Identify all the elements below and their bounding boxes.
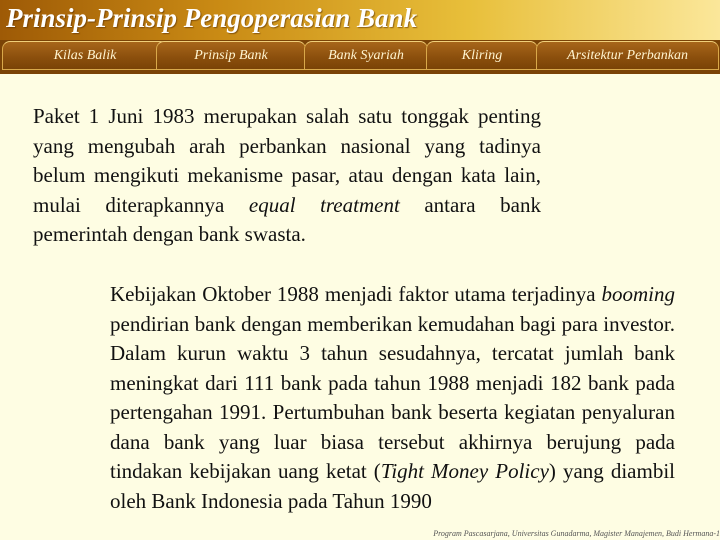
paragraph-text: Paket 1 Juni 1983 merupakan salah satu tonggak penting yang mengubah arah perbankan nasional yang tadinya belum mengikuti mekanisme pasar, atau dengan kata lain, mulai diterapkannya (33, 104, 541, 217)
slide-footer: Program Pascasarjana, Universitas Gunadarma, Magister Manajemen, Budi Hermana-1 (433, 529, 720, 538)
tab-label: Bank Syariah (328, 47, 404, 63)
tab-arsitektur-perbankan[interactable] (536, 41, 719, 70)
tab-prinsip-bank[interactable] (156, 41, 306, 70)
emphasis-text: equal treatment (248, 192, 400, 217)
emphasis-text: booming (601, 282, 675, 306)
slide-header (0, 0, 720, 40)
tab-kliring[interactable] (426, 41, 538, 70)
tab-label: Prinsip Bank (194, 47, 268, 63)
tab-label: Arsitektur Perbankan (567, 47, 688, 63)
paragraph-kebijakan-1988 (110, 280, 675, 516)
paragraph-text: pendirian bank dengan memberikan kemudahan bagi para investor. Dalam kurun waktu 3 tahun sesudahnya, tercatat jumlah bank meningkat dari 111 bank pada tahun 1988 menjadi 182 bank pada pertengahan 1991. Pertumbuhan bank beserta kegiatan penyaluran dana bank yang luar biasa tersebut akhirnya berujung pada tindakan kebijakan uang ketat ( (110, 311, 675, 483)
tab-label: Kliring (461, 47, 503, 63)
paragraph-paket-1983 (33, 102, 541, 250)
paragraph-text: Kebijakan Oktober 1988 menjadi faktor utama terjadinya (110, 282, 602, 306)
paragraph-text: ) yang diambil oleh Bank Indonesia pada Tahun 1990 (110, 459, 675, 513)
tab-bank-syariah[interactable] (304, 41, 428, 70)
tab-kilas-balik[interactable] (2, 41, 168, 70)
emphasis-text: Tight Money Policy (380, 459, 549, 483)
tab-label: Kilas Balik (53, 47, 117, 63)
paragraph-text: antara bank pemerintah dengan bank swasta. (33, 192, 541, 246)
slide-title: Prinsip-Prinsip Pengoperasian Bank (6, 3, 418, 33)
